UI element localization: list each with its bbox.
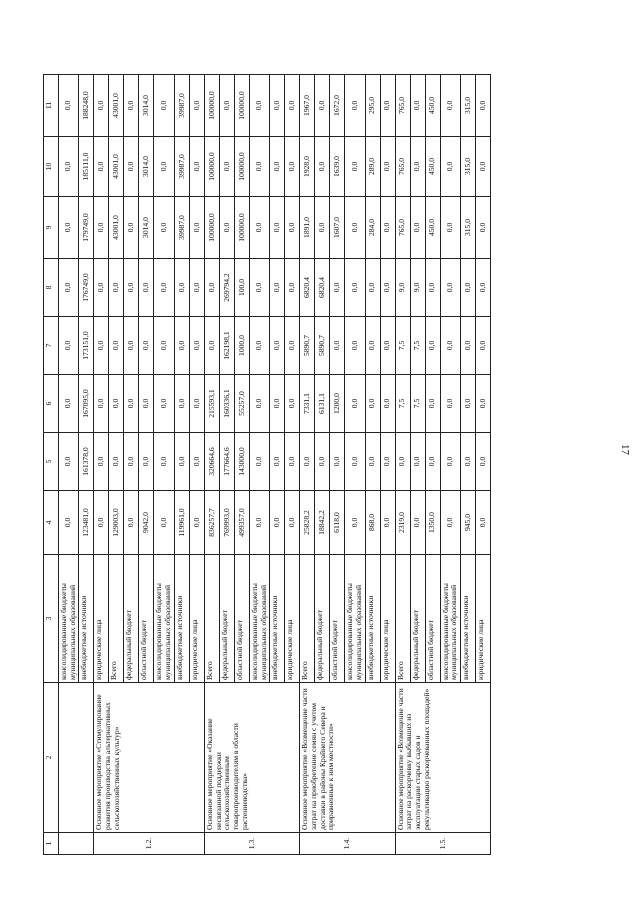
table-row [300, 75, 315, 855]
value-cell: 0,0 [285, 433, 300, 491]
value-cell: 1200,0 [330, 375, 345, 433]
rotated-page [43, 75, 598, 855]
funding-source-cell: областной бюджет [234, 555, 249, 683]
value-cell: 6131,1 [315, 375, 330, 433]
funding-source-cell: областной бюджет [330, 555, 345, 683]
value-cell: 9,0 [395, 259, 410, 317]
value-cell: 320664,6 [204, 433, 219, 491]
value-cell: 0,0 [124, 75, 139, 137]
value-cell: 0,0 [365, 375, 380, 433]
value-cell: 1891,0 [300, 197, 315, 259]
row-code-cell [59, 833, 94, 855]
value-cell: 0,0 [249, 433, 269, 491]
value-cell: 0,0 [204, 259, 219, 317]
value-cell: 945,0 [461, 491, 476, 555]
value-cell: 0,0 [59, 433, 79, 491]
value-cell: 6820,4 [315, 259, 330, 317]
value-cell: 5890,7 [315, 317, 330, 375]
value-cell: 162198,1 [219, 317, 234, 375]
value-cell: 7,5 [395, 375, 410, 433]
value-cell: 0,0 [154, 491, 174, 555]
value-cell: 0,0 [410, 491, 425, 555]
value-cell: 0,0 [154, 75, 174, 137]
value-cell: 315,0 [461, 75, 476, 137]
value-cell: 177664,6 [219, 433, 234, 491]
value-cell: 0,0 [440, 75, 460, 137]
value-cell: 0,0 [440, 317, 460, 375]
value-cell: 0,0 [330, 433, 345, 491]
value-cell: 0,0 [365, 433, 380, 491]
measure-title: Основное мероприятие «Возмещение части затрат на раскорчевку выбывших из эксплуатации старых садов и рекультивацию раскорчеванных площадей» [395, 683, 490, 833]
value-cell: 0,0 [189, 259, 204, 317]
value-cell: 0,0 [139, 375, 154, 433]
value-cell: 0,0 [345, 491, 365, 555]
value-cell: 1967,0 [300, 75, 315, 137]
value-cell: 0,0 [270, 137, 285, 197]
table-row [94, 75, 109, 855]
value-cell: 0,0 [425, 317, 440, 375]
funding-source-cell: внебюджетные источники [174, 555, 189, 683]
value-cell: 0,0 [380, 75, 395, 137]
value-cell: 450,0 [425, 137, 440, 197]
value-cell: 0,0 [59, 75, 79, 137]
value-cell: 39987,0 [174, 75, 189, 137]
value-cell: 0,0 [440, 259, 460, 317]
value-cell: 0,0 [315, 75, 330, 137]
value-cell: 0,0 [380, 259, 395, 317]
header-cell: 9 [44, 197, 59, 259]
value-cell: 284,0 [365, 197, 380, 259]
value-cell: 1672,0 [330, 75, 345, 137]
value-cell: 0,0 [59, 259, 79, 317]
funding-source-cell: областной бюджет [139, 555, 154, 683]
value-cell: 0,0 [440, 375, 460, 433]
header-cell: 1 [44, 833, 59, 855]
funding-source-cell: Всего [109, 555, 124, 683]
funding-source-cell: юридические лица [94, 555, 109, 683]
value-cell: 0,0 [330, 317, 345, 375]
table-body [59, 75, 491, 855]
value-cell: 6820,4 [300, 259, 315, 317]
value-cell: 0,0 [270, 375, 285, 433]
value-cell: 0,0 [285, 317, 300, 375]
value-cell: 18842,2 [315, 491, 330, 555]
measure-title: Основное мероприятие «Стимулирование развития производства альтернативных сельскохозяйственных культур» [94, 683, 204, 833]
value-cell: 1350,0 [425, 491, 440, 555]
value-cell: 7,5 [410, 375, 425, 433]
value-cell: 0,0 [94, 75, 109, 137]
value-cell: 0,0 [189, 375, 204, 433]
value-cell: 0,0 [154, 137, 174, 197]
value-cell: 0,0 [410, 75, 425, 137]
header-cell: 10 [44, 137, 59, 197]
value-cell: 1000,0 [234, 317, 249, 375]
value-cell: 100000,0 [204, 75, 219, 137]
funding-source-cell: внебюджетные источники [461, 555, 476, 683]
value-cell: 0,0 [330, 259, 345, 317]
funding-source-cell: юридические лица [476, 555, 491, 683]
measure-title: Основное мероприятие «Оказание несвязанной поддержки сельскохозяйственным товаропроизводителям в области растениеводства» [204, 683, 299, 833]
value-cell: 173151,0 [79, 317, 94, 375]
value-cell: 295,0 [365, 75, 380, 137]
value-cell: 0,0 [315, 137, 330, 197]
funding-source-cell: консолидированные бюджеты муниципальных образований [249, 555, 269, 683]
value-cell: 0,0 [440, 491, 460, 555]
value-cell: 0,0 [109, 317, 124, 375]
value-cell: 836257,7 [204, 491, 219, 555]
value-cell: 0,0 [59, 197, 79, 259]
value-cell: 0,0 [315, 433, 330, 491]
value-cell: 0,0 [270, 433, 285, 491]
value-cell: 0,0 [270, 197, 285, 259]
value-cell: 0,0 [461, 259, 476, 317]
funding-source-cell: юридические лица [285, 555, 300, 683]
value-cell: 765,0 [395, 75, 410, 137]
value-cell: 0,0 [219, 197, 234, 259]
table-row [395, 75, 410, 855]
value-cell: 0,0 [154, 197, 174, 259]
value-cell: 100000,0 [234, 197, 249, 259]
value-cell: 0,0 [476, 137, 491, 197]
value-cell: 0,0 [124, 317, 139, 375]
value-cell: 0,0 [345, 433, 365, 491]
value-cell: 176749,0 [79, 259, 94, 317]
row-title-cell [59, 683, 94, 833]
header-cell: 4 [44, 491, 59, 555]
value-cell: 0,0 [94, 197, 109, 259]
value-cell: 0,0 [285, 259, 300, 317]
value-cell: 0,0 [380, 137, 395, 197]
value-cell: 0,0 [139, 433, 154, 491]
value-cell: 123481,0 [79, 491, 94, 555]
value-cell: 450,0 [425, 75, 440, 137]
funding-source-cell: консолидированные бюджеты муниципальных образований [154, 555, 174, 683]
value-cell: 0,0 [94, 375, 109, 433]
value-cell: 39987,0 [174, 137, 189, 197]
value-cell: 315,0 [461, 137, 476, 197]
header-cell: 2 [44, 683, 59, 833]
value-cell: 0,0 [59, 317, 79, 375]
value-cell: 0,0 [94, 137, 109, 197]
value-cell: 0,0 [476, 491, 491, 555]
value-cell: 0,0 [94, 491, 109, 555]
value-cell: 0,0 [270, 317, 285, 375]
value-cell: 0,0 [189, 433, 204, 491]
value-cell: 215593,1 [204, 375, 219, 433]
value-cell: 0,0 [476, 75, 491, 137]
header-row [44, 75, 59, 855]
value-cell: 0,0 [476, 375, 491, 433]
value-cell: 0,0 [440, 137, 460, 197]
value-cell: 0,0 [109, 259, 124, 317]
value-cell: 0,0 [285, 491, 300, 555]
value-cell: 185111,0 [79, 137, 94, 197]
value-cell: 0,0 [440, 197, 460, 259]
value-cell: 0,0 [476, 317, 491, 375]
value-cell: 0,0 [124, 197, 139, 259]
value-cell: 0,0 [174, 259, 189, 317]
value-cell: 0,0 [461, 375, 476, 433]
value-cell: 0,0 [154, 259, 174, 317]
funding-source-cell: внебюджетные источники [79, 555, 94, 683]
value-cell: 100000,0 [234, 75, 249, 137]
value-cell: 43001,0 [109, 137, 124, 197]
value-cell: 39987,0 [174, 197, 189, 259]
funding-source-cell: консолидированные бюджеты муниципальных образований [440, 555, 460, 683]
value-cell: 0,0 [345, 375, 365, 433]
table-row [59, 75, 79, 855]
value-cell: 100000,0 [234, 137, 249, 197]
value-cell: 0,0 [174, 375, 189, 433]
funding-source-cell: федеральный бюджет [219, 555, 234, 683]
value-cell: 0,0 [189, 491, 204, 555]
value-cell: 0,0 [270, 491, 285, 555]
value-cell: 0,0 [219, 137, 234, 197]
value-cell: 0,0 [440, 433, 460, 491]
measure-code: 1.4. [300, 833, 395, 855]
value-cell: 0,0 [124, 433, 139, 491]
value-cell: 0,0 [285, 197, 300, 259]
value-cell: 0,0 [345, 75, 365, 137]
value-cell: 0,0 [249, 75, 269, 137]
header-cell: 7 [44, 317, 59, 375]
value-cell: 161378,0 [79, 433, 94, 491]
value-cell: 0,0 [410, 197, 425, 259]
value-cell: 0,0 [174, 317, 189, 375]
table-row [204, 75, 219, 855]
value-cell: 0,0 [345, 137, 365, 197]
value-cell: 0,0 [59, 137, 79, 197]
header-cell: 3 [44, 555, 59, 683]
value-cell: 0,0 [315, 197, 330, 259]
value-cell: 0,0 [124, 491, 139, 555]
value-cell: 100000,0 [204, 137, 219, 197]
value-cell: 55257,0 [234, 375, 249, 433]
value-cell: 43001,0 [109, 75, 124, 137]
value-cell: 0,0 [189, 137, 204, 197]
funding-source-cell: Всего [395, 555, 410, 683]
value-cell: 0,0 [124, 137, 139, 197]
funding-source-cell: внебюджетные источники [365, 555, 380, 683]
value-cell: 0,0 [109, 375, 124, 433]
value-cell: 5890,7 [300, 317, 315, 375]
value-cell: 0,0 [94, 259, 109, 317]
value-cell: 7,5 [395, 317, 410, 375]
value-cell: 0,0 [380, 375, 395, 433]
value-cell: 0,0 [300, 433, 315, 491]
value-cell: 0,0 [249, 375, 269, 433]
value-cell: 0,0 [139, 259, 154, 317]
value-cell: 100,0 [234, 259, 249, 317]
funding-source-cell: Всего [300, 555, 315, 683]
value-cell: 499357,0 [234, 491, 249, 555]
measure-code: 1.3. [204, 833, 299, 855]
value-cell: 868,0 [365, 491, 380, 555]
value-cell: 0,0 [380, 197, 395, 259]
value-cell: 0,0 [204, 317, 219, 375]
value-cell: 9042,0 [139, 491, 154, 555]
value-cell: 0,0 [410, 137, 425, 197]
value-cell: 0,0 [425, 433, 440, 491]
value-cell: 167095,0 [79, 375, 94, 433]
value-cell: 0,0 [59, 491, 79, 555]
value-cell: 0,0 [395, 433, 410, 491]
budget-table [43, 74, 491, 855]
header-cell: 11 [44, 75, 59, 137]
measure-code: 1.2. [94, 833, 204, 855]
value-cell: 0,0 [189, 75, 204, 137]
value-cell: 0,0 [425, 375, 440, 433]
value-cell: 0,0 [345, 259, 365, 317]
value-cell: 3014,0 [139, 75, 154, 137]
measure-code: 1.5. [395, 833, 490, 855]
value-cell: 769993,0 [219, 491, 234, 555]
value-cell: 179749,0 [79, 197, 94, 259]
header-cell: 8 [44, 259, 59, 317]
value-cell: 0,0 [285, 137, 300, 197]
value-cell: 0,0 [365, 259, 380, 317]
value-cell: 0,0 [249, 137, 269, 197]
value-cell: 1607,0 [330, 197, 345, 259]
value-cell: 143000,0 [234, 433, 249, 491]
value-cell: 0,0 [380, 491, 395, 555]
value-cell: 119961,0 [174, 491, 189, 555]
value-cell: 0,0 [189, 317, 204, 375]
value-cell: 269794,2 [219, 259, 234, 317]
value-cell: 0,0 [380, 317, 395, 375]
value-cell: 0,0 [249, 491, 269, 555]
value-cell: 0,0 [345, 317, 365, 375]
value-cell: 0,0 [154, 433, 174, 491]
value-cell: 0,0 [476, 433, 491, 491]
value-cell: 0,0 [285, 375, 300, 433]
funding-source-cell: федеральный бюджет [315, 555, 330, 683]
value-cell: 0,0 [94, 317, 109, 375]
value-cell: 0,0 [365, 317, 380, 375]
header-cell: 5 [44, 433, 59, 491]
page-number: 17 [619, 444, 631, 455]
value-cell: 6118,0 [330, 491, 345, 555]
value-cell: 0,0 [461, 317, 476, 375]
value-cell: 129003,0 [109, 491, 124, 555]
value-cell: 0,0 [249, 197, 269, 259]
value-cell: 0,0 [154, 317, 174, 375]
value-cell: 1928,0 [300, 137, 315, 197]
header-cell: 6 [44, 375, 59, 433]
value-cell: 2319,0 [395, 491, 410, 555]
value-cell: 289,0 [365, 137, 380, 197]
value-cell: 450,0 [425, 197, 440, 259]
value-cell: 765,0 [395, 137, 410, 197]
value-cell: 0,0 [139, 317, 154, 375]
value-cell: 3014,0 [139, 197, 154, 259]
value-cell: 100000,0 [204, 197, 219, 259]
funding-source-cell: федеральный бюджет [410, 555, 425, 683]
value-cell: 7,5 [410, 317, 425, 375]
value-cell: 0,0 [476, 197, 491, 259]
value-cell: 0,0 [270, 259, 285, 317]
value-cell: 3014,0 [139, 137, 154, 197]
value-cell: 0,0 [285, 75, 300, 137]
value-cell: 0,0 [109, 433, 124, 491]
value-cell: 25828,2 [300, 491, 315, 555]
value-cell: 0,0 [124, 375, 139, 433]
value-cell: 0,0 [249, 317, 269, 375]
value-cell: 0,0 [94, 433, 109, 491]
value-cell: 0,0 [270, 75, 285, 137]
funding-source-cell: Всего [204, 555, 219, 683]
value-cell: 188248,0 [79, 75, 94, 137]
value-cell: 1639,0 [330, 137, 345, 197]
value-cell: 0,0 [345, 197, 365, 259]
funding-source-cell: юридические лица [189, 555, 204, 683]
value-cell: 0,0 [249, 259, 269, 317]
value-cell: 0,0 [219, 75, 234, 137]
value-cell: 0,0 [154, 375, 174, 433]
funding-source-cell: юридические лица [380, 555, 395, 683]
value-cell: 765,0 [395, 197, 410, 259]
value-cell: 0,0 [461, 433, 476, 491]
funding-source-cell: консолидированные бюджеты муниципальных образований [59, 555, 79, 683]
value-cell: 43001,0 [109, 197, 124, 259]
funding-source-cell: консолидированные бюджеты муниципальных образований [345, 555, 365, 683]
measure-title: Основное мероприятие «Возмещение части затрат на приобретение семян с учетом доставки в районы Крайнего Севера и приравненные к ним местности» [300, 683, 395, 833]
value-cell: 0,0 [476, 259, 491, 317]
value-cell: 0,0 [189, 197, 204, 259]
value-cell: 9,0 [410, 259, 425, 317]
funding-source-cell: областной бюджет [425, 555, 440, 683]
value-cell: 0,0 [124, 259, 139, 317]
value-cell: 315,0 [461, 197, 476, 259]
funding-source-cell: федеральный бюджет [124, 555, 139, 683]
value-cell: 0,0 [380, 433, 395, 491]
value-cell: 7331,1 [300, 375, 315, 433]
value-cell: 0,0 [59, 375, 79, 433]
funding-source-cell: внебюджетные источники [270, 555, 285, 683]
value-cell: 0,0 [410, 433, 425, 491]
value-cell: 0,0 [174, 433, 189, 491]
value-cell: 0,0 [425, 259, 440, 317]
value-cell: 160336,1 [219, 375, 234, 433]
